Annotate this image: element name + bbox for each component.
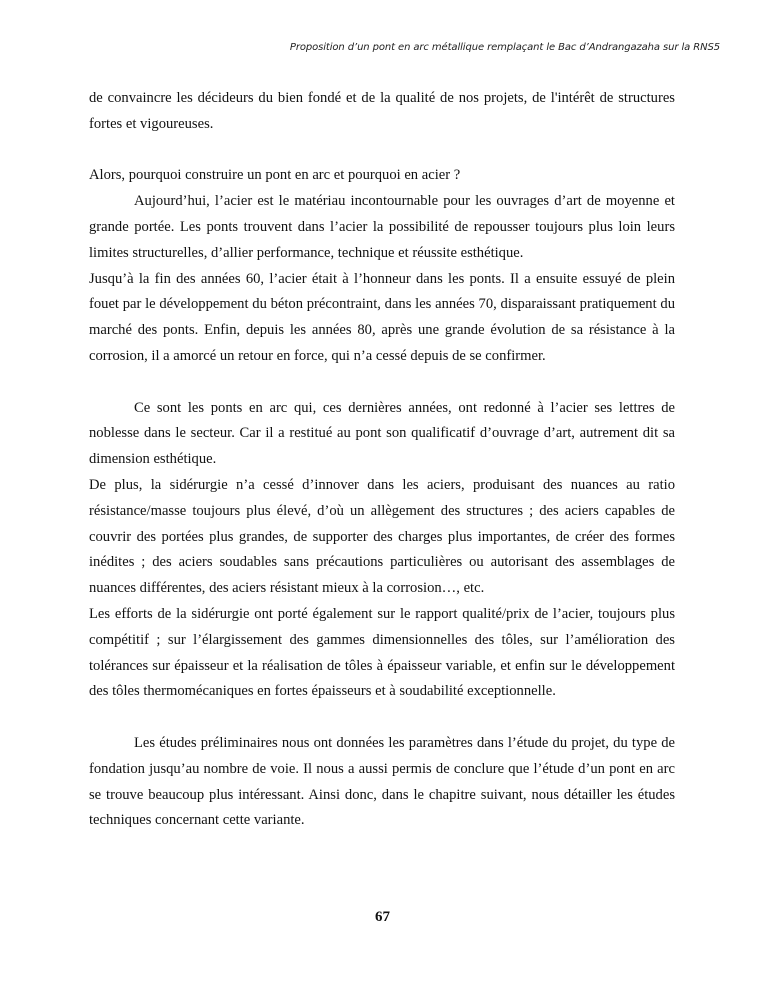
paragraph-question: Alors, pourquoi construire un pont en arc et pourquoi en acier ? bbox=[89, 167, 461, 184]
paragraph-acier-materiau: Aujourd’hui, l’acier est le matériau incontournable pour les ouvrages d’art de moyenne et grande portée. Les ponts trouvent dans l’acier la possibilité de repousser toujours plus loin leurs limites structurelles, d’allier performance, technique et réussite esthétique. bbox=[89, 193, 675, 261]
paragraph-siderurgie-innovation: De plus, la sidérurgie n’a cessé d’innover dans les aciers, produisant des nuances au ratio résistance/masse toujours plus élevé, d’où un allègement des structures ; des aciers capables de couvrir des portées plus grandes, de supporter des charges plus importantes, de créer des formes inédites ; des aciers soudables sans précautions particulières ou autorisant des assemblages de nuances différentes, des aciers résistant mieux à la corrosion…, etc. bbox=[89, 476, 675, 597]
paragraph-historique: Jusqu’à la fin des années 60, l’acier était à l’honneur dans les ponts. Il a ensuite essuyé de plein fouet par le développement du béton précontraint, dans les années 70, disparaissant pratiquement du marché des ponts. Enfin, depuis les années 80, après une grande évolution de sa résistance à la corrosion, il a amorcé un retour en force, qui n’a cessé depuis de se confirmer. bbox=[89, 270, 675, 364]
running-header: Proposition d’un pont en arc métallique remplaçant le Bac d’Andrangazaha sur la RNS5 bbox=[289, 42, 720, 53]
document-body bbox=[89, 86, 675, 834]
paragraph-etudes-preliminaires: Les études préliminaires nous ont données les paramètres dans l’étude du projet, du type de fondation jusqu’au nombre de voie. Il nous a aussi permis de conclure que l’étude d’un pont en arc se trouve beaucoup plus intéressant. Ainsi donc, dans le chapitre suivant, nous détailler les études techniques concernant cette variante. bbox=[89, 734, 675, 829]
paragraph-siderurgie-efforts: Les efforts de la sidérurgie ont porté également sur le rapport qualité/prix de l’acier, toujours plus compétitif ; sur l’élargissement des gammes dimensionnelles des tôles, sur l’amélioration des tolérances sur épaisseur et la réalisation de tôles à épaisseur variable, et enfin sur le développement des tôles thermomécaniques en fortes épaisseurs et à soudabilité exceptionnelle. bbox=[89, 605, 675, 700]
paragraph-ponts-en-arc: Ce sont les ponts en arc qui, ces dernières années, ont redonné à l’acier ses lettres de noblesse dans le secteur. Car il a restitué au pont son qualificatif d’ouvrage d’art, autrement dit sa dimension esthétique. bbox=[89, 399, 675, 468]
paragraph-continuation: de convaincre les décideurs du bien fondé et de la qualité de nos projets, de l'intérêt de structures fortes et vigoureuses. bbox=[89, 90, 675, 132]
page-number: 67 bbox=[375, 909, 390, 925]
